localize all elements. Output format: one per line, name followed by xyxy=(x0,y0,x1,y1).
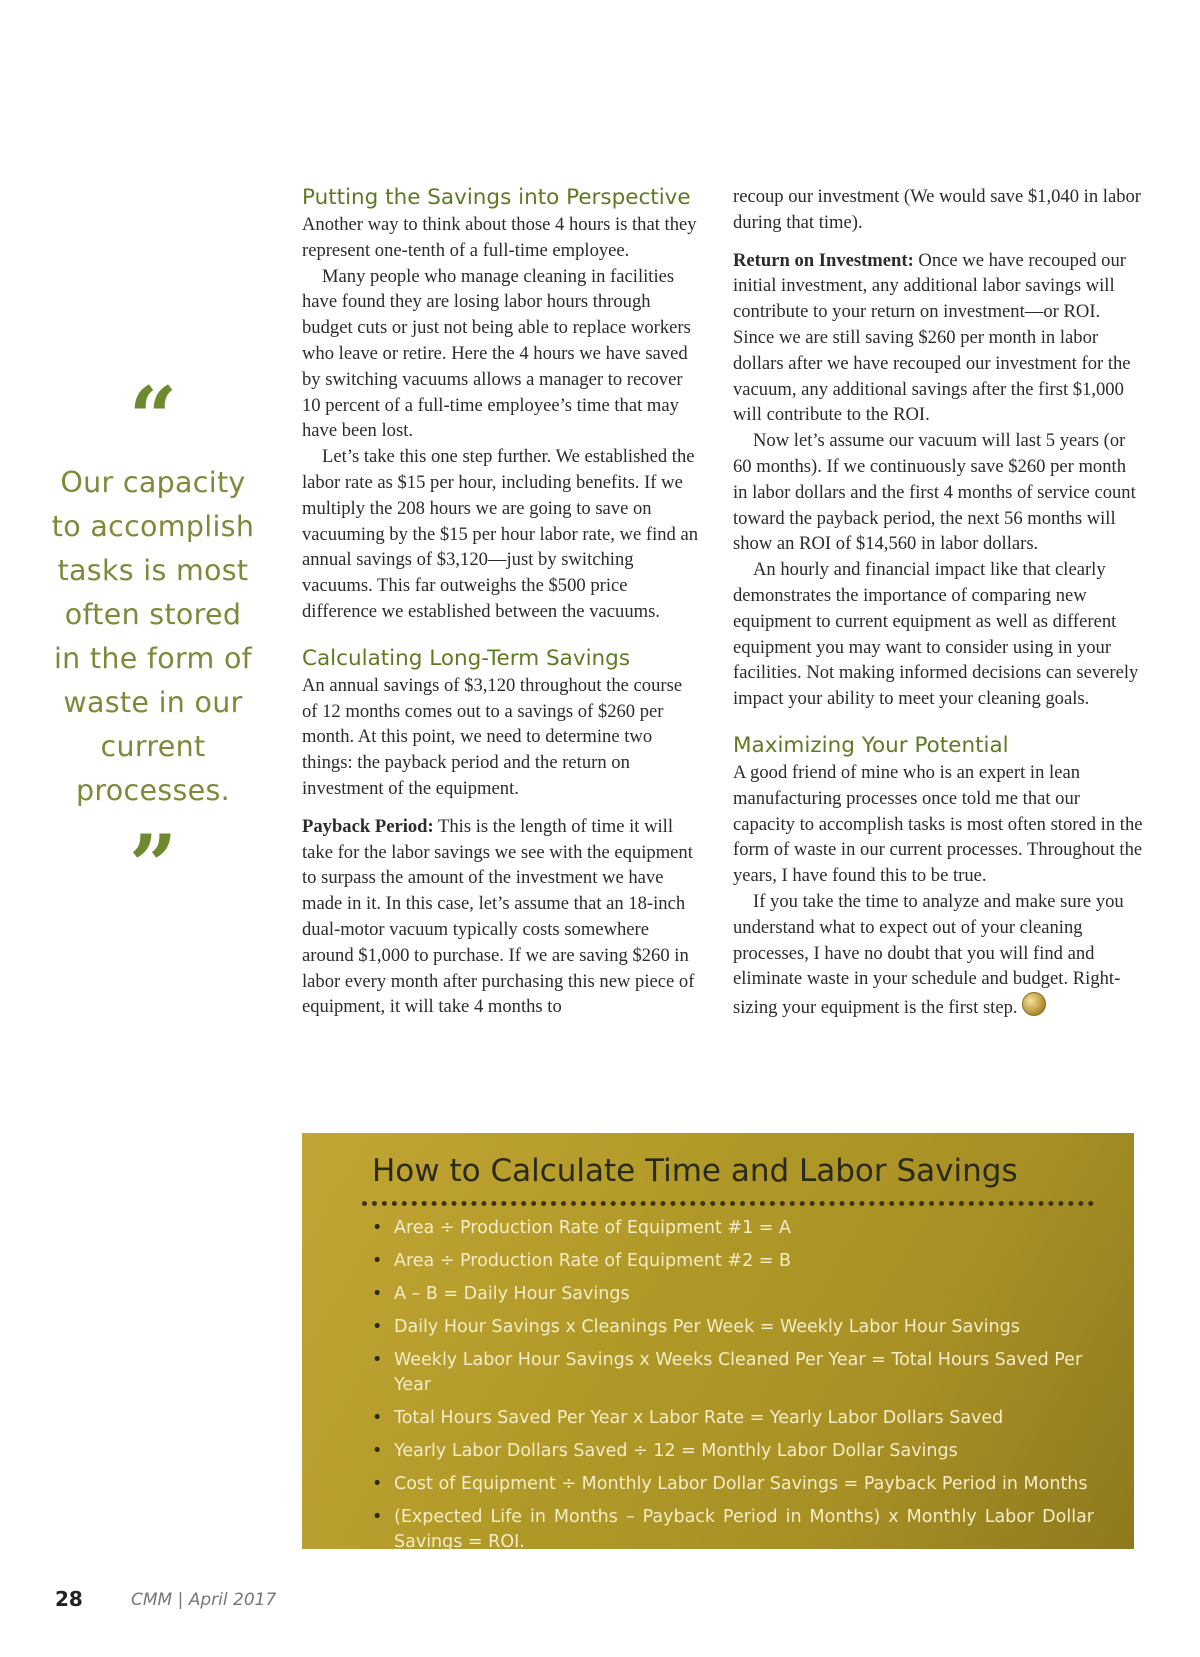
list-item: • Cost of Equipment ÷ Monthly Labor Dollar Savings = Payback Period in Months xyxy=(372,1472,1094,1497)
left-column xyxy=(302,184,702,1020)
paragraph: Another way to think about those 4 hours is that they represent one-tenth of a full-time employee. xyxy=(302,214,697,261)
paragraph: Now let’s assume our vacuum will last 5 years (or 60 months). If we continuously save $260 per month in labor dollars and the first 4 months of service count toward the payback period, the next 56 months will show an ROI of $14,560 in labor dollars. xyxy=(733,430,1136,555)
cmm-logo-icon xyxy=(1022,992,1046,1016)
paragraph: A good friend of mine who is an expert in lean manufacturing processes once told me that our capacity to accomplish tasks is most often stored in the form of waste in our current processes. Throughout the years, I have found this to be true. xyxy=(733,761,1143,887)
paragraph xyxy=(733,889,1143,1021)
list-item: • Area ÷ Production Rate of Equipment #2 = B xyxy=(372,1249,1094,1274)
paragraph-payback xyxy=(302,814,702,1020)
list-item: • A – B = Daily Hour Savings xyxy=(372,1282,1094,1307)
paragraph-roi xyxy=(733,248,1143,429)
formula-list xyxy=(362,1216,1094,1555)
list-item: • Weekly Labor Hour Savings x Weeks Cleaned Per Year = Total Hours Saved Per Year xyxy=(372,1348,1094,1398)
page-footer xyxy=(55,1587,277,1611)
paragraph: Many people who manage cleaning in facilities have found they are losing labor hours through budget cuts or just not being able to replace workers who leave or retire. Here the 4 hours we have saved by switching vacuums allows a manager to recover 10 percent of a full-time employee’s time that may have been lost. xyxy=(302,265,691,442)
calculation-sidebar xyxy=(302,1133,1134,1552)
list-item: • Total Hours Saved Per Year x Labor Rate = Yearly Labor Dollars Saved xyxy=(372,1406,1094,1431)
pull-quote xyxy=(48,368,258,915)
open-quote-icon: “ xyxy=(128,368,178,467)
sidebar-title: How to Calculate Time and Labor Savings xyxy=(372,1153,1018,1189)
paragraph-text: Once we have recouped our initial investment, any additional labor savings will contribute to your return on investment—or ROI. Since we are still saving $260 per month in labor dollars after we have recouped our investment for the vacuum, any additional savings after the first $1,000 will contribute to the ROI. xyxy=(733,249,1131,426)
section-heading-long-term: Calculating Long-Term Savings xyxy=(302,645,631,671)
list-item: • Yearly Labor Dollars Saved ÷ 12 = Monthly Labor Dollar Savings xyxy=(372,1439,1094,1464)
close-quote-icon: ” xyxy=(128,816,178,915)
paragraph: An hourly and financial impact like that clearly demonstrates the importance of comparing new equipment to current equipment as well as different equipment you may want to consider using in your facilities. Not making informed decisions can severely impact your ability to meet your cleaning goals. xyxy=(733,559,1139,710)
run-in-heading: Payback Period: xyxy=(302,815,434,837)
paragraph: An annual savings of $3,120 throughout the course of 12 months comes out to a savings of $260 per month. At this point, we need to determine two things: the payback period and the return on investment of the equipment. xyxy=(302,674,683,799)
dotted-divider xyxy=(362,1201,1094,1206)
run-in-heading: Return on Investment: xyxy=(733,249,914,271)
paragraph-text: This is the length of time it will take for the labor savings we see with the equipment to surpass the amount of the investment we have made in it. In this case, let’s assume that an 18-inch dual-motor vacuum typically costs somewhere around $1,000 to purchase. If we are saving $260 in labor every month after purchasing this new piece of equipment, it will take 4 months to xyxy=(302,815,695,1018)
page-number: 28 xyxy=(55,1587,83,1611)
list-item: • (Expected Life in Months – Payback Period in Months) x Monthly Labor Dollar Savings = ROI. xyxy=(372,1505,1094,1555)
list-item: • Area ÷ Production Rate of Equipment #1 = A xyxy=(372,1216,1094,1241)
paragraph-text: If you take the time to analyze and make sure you understand what to expect out of your cleaning processes, I have no doubt that you will find and eliminate waste in your schedule and budget. Right-sizing your equipment is the first step. xyxy=(733,890,1124,1019)
section-heading-potential: Maximizing Your Potential xyxy=(733,732,1009,758)
publication-info: CMM | April 2017 xyxy=(131,1590,277,1610)
right-column xyxy=(733,184,1143,1021)
paragraph: recoup our investment (We would save $1,040 in labor during that time). xyxy=(733,186,1141,233)
paragraph: Let’s take this one step further. We established the labor rate as $15 per hour, including benefits. If we multiply the 208 hours we are going to save on vacuuming by the $15 per hour labor rate, we find an annual savings of $3,120—just by switching vacuums. This far outweighs the $500 price difference we established between the vacuums. xyxy=(302,446,699,622)
list-item: • Daily Hour Savings x Cleanings Per Week = Weekly Labor Hour Savings xyxy=(372,1315,1094,1340)
pull-quote-text: Our capacity to accomplish tasks is most often stored in the form of waste in our current processes. xyxy=(51,466,255,807)
section-heading-perspective: Putting the Savings into Perspective xyxy=(302,185,691,210)
